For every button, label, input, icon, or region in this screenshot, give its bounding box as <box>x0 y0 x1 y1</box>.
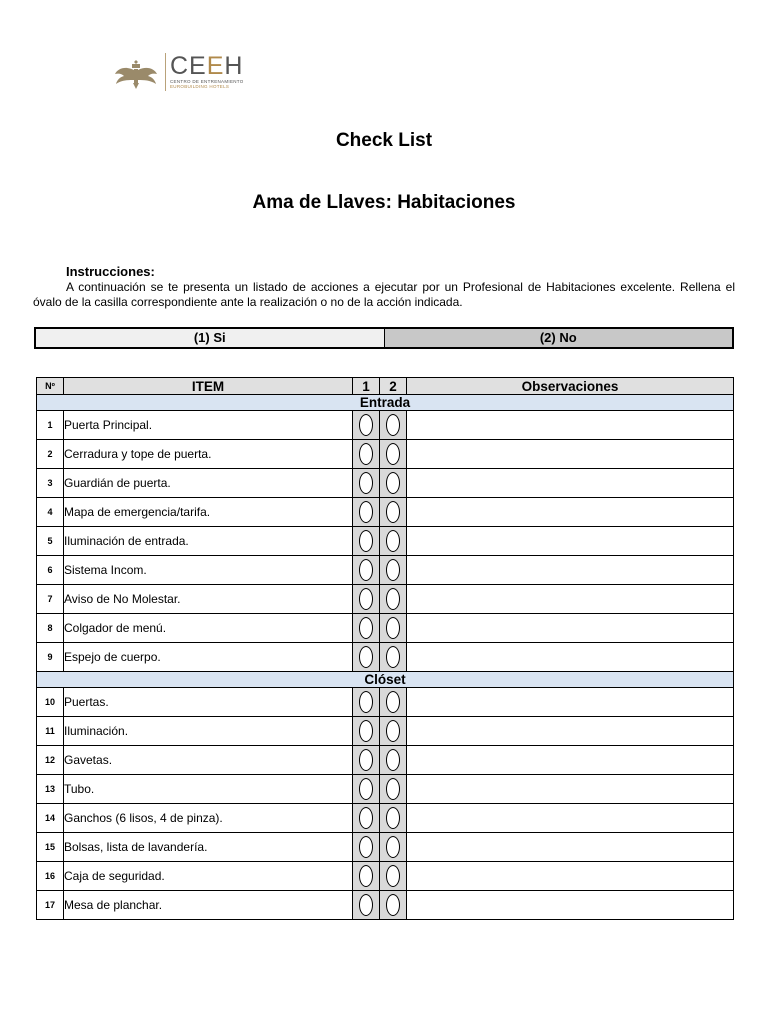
observations-field[interactable] <box>407 862 734 891</box>
option-2-cell <box>380 891 407 920</box>
option-1-oval[interactable] <box>359 807 373 829</box>
option-2-cell <box>380 775 407 804</box>
option-1-cell <box>353 556 380 585</box>
option-2-cell <box>380 862 407 891</box>
item-label: Mesa de planchar. <box>64 891 353 920</box>
option-2-cell <box>380 469 407 498</box>
observations-field[interactable] <box>407 556 734 585</box>
option-2-oval[interactable] <box>386 865 400 887</box>
option-2-oval[interactable] <box>386 414 400 436</box>
option-1-cell <box>353 527 380 556</box>
observations-field[interactable] <box>407 585 734 614</box>
option-1-cell <box>353 643 380 672</box>
option-2-oval[interactable] <box>386 836 400 858</box>
option-2-oval[interactable] <box>386 588 400 610</box>
option-1-cell <box>353 891 380 920</box>
option-2-cell <box>380 717 407 746</box>
option-2-cell <box>380 527 407 556</box>
header-observations: Observaciones <box>407 378 734 395</box>
option-1-oval[interactable] <box>359 778 373 800</box>
item-number: 2 <box>37 440 64 469</box>
item-label: Puerta Principal. <box>64 411 353 440</box>
item-number: 5 <box>37 527 64 556</box>
item-label: Espejo de cuerpo. <box>64 643 353 672</box>
observations-field[interactable] <box>407 643 734 672</box>
option-1-cell <box>353 775 380 804</box>
answer-legend <box>34 327 734 349</box>
option-1-cell <box>353 614 380 643</box>
item-number: 6 <box>37 556 64 585</box>
option-1-oval[interactable] <box>359 443 373 465</box>
option-2-oval[interactable] <box>386 720 400 742</box>
option-2-oval[interactable] <box>386 778 400 800</box>
item-label: Iluminación. <box>64 717 353 746</box>
item-label: Tubo. <box>64 775 353 804</box>
option-1-oval[interactable] <box>359 559 373 581</box>
option-2-oval[interactable] <box>386 894 400 916</box>
logo-divider <box>165 53 166 91</box>
item-label: Cerradura y tope de puerta. <box>64 440 353 469</box>
logo-wordmark: CEEH <box>170 52 244 80</box>
item-label: Ganchos (6 lisos, 4 de pinza). <box>64 804 353 833</box>
option-1-oval[interactable] <box>359 836 373 858</box>
legend-yes: (1) Si <box>36 329 384 347</box>
option-2-cell <box>380 643 407 672</box>
logo-subtitle: CENTRO DE ENTRENAMIENTO <box>170 79 244 84</box>
section-title: Entrada <box>37 395 734 411</box>
observations-field[interactable] <box>407 804 734 833</box>
legend-no: (2) No <box>384 329 733 347</box>
option-1-oval[interactable] <box>359 894 373 916</box>
option-1-cell <box>353 469 380 498</box>
option-2-oval[interactable] <box>386 443 400 465</box>
observations-field[interactable] <box>407 891 734 920</box>
option-1-cell <box>353 833 380 862</box>
item-number: 1 <box>37 411 64 440</box>
observations-field[interactable] <box>407 775 734 804</box>
option-2-oval[interactable] <box>386 807 400 829</box>
table-row <box>37 833 734 862</box>
option-2-cell <box>380 498 407 527</box>
option-2-cell <box>380 688 407 717</box>
page-title: Check List <box>335 130 433 151</box>
option-2-oval[interactable] <box>386 617 400 639</box>
option-1-cell <box>353 804 380 833</box>
header-option-2: 2 <box>380 378 407 395</box>
observations-field[interactable] <box>407 469 734 498</box>
item-number: 12 <box>37 746 64 775</box>
option-2-oval[interactable] <box>386 749 400 771</box>
table-row <box>37 804 734 833</box>
option-2-cell <box>380 585 407 614</box>
option-1-cell <box>353 717 380 746</box>
option-1-cell <box>353 411 380 440</box>
option-2-cell <box>380 411 407 440</box>
option-2-oval[interactable] <box>386 530 400 552</box>
table-header-row <box>37 378 734 395</box>
item-label: Sistema Incom. <box>64 556 353 585</box>
table-row <box>37 556 734 585</box>
item-number: 16 <box>37 862 64 891</box>
option-1-oval[interactable] <box>359 617 373 639</box>
option-1-oval[interactable] <box>359 472 373 494</box>
item-number: 15 <box>37 833 64 862</box>
item-number: 10 <box>37 688 64 717</box>
item-number: 7 <box>37 585 64 614</box>
observations-field[interactable] <box>407 498 734 527</box>
option-2-cell <box>380 833 407 862</box>
item-label: Aviso de No Molestar. <box>64 585 353 614</box>
header-item: ITEM <box>64 378 353 395</box>
eagle-crest-icon <box>114 56 158 90</box>
table-row <box>37 775 734 804</box>
table-row <box>37 411 734 440</box>
instructions <box>33 264 735 310</box>
ceeh-logo <box>114 52 254 92</box>
header-option-1: 1 <box>353 378 380 395</box>
item-label: Puertas. <box>64 688 353 717</box>
section-title: Clóset <box>37 672 734 688</box>
item-number: 14 <box>37 804 64 833</box>
option-1-cell <box>353 585 380 614</box>
observations-field[interactable] <box>407 717 734 746</box>
option-1-oval[interactable] <box>359 720 373 742</box>
section-row <box>37 672 734 688</box>
item-number: 13 <box>37 775 64 804</box>
table-row <box>37 862 734 891</box>
instructions-heading: Instrucciones: <box>66 264 155 279</box>
option-1-oval[interactable] <box>359 501 373 523</box>
table-row <box>37 891 734 920</box>
section-row <box>37 395 734 411</box>
option-2-cell <box>380 804 407 833</box>
item-number: 17 <box>37 891 64 920</box>
item-number: 11 <box>37 717 64 746</box>
option-2-cell <box>380 614 407 643</box>
item-number: 8 <box>37 614 64 643</box>
item-label: Mapa de emergencia/tarifa. <box>64 498 353 527</box>
item-number: 4 <box>37 498 64 527</box>
observations-field[interactable] <box>407 833 734 862</box>
option-1-cell <box>353 862 380 891</box>
option-1-oval[interactable] <box>359 646 373 668</box>
option-2-cell <box>380 556 407 585</box>
option-2-oval[interactable] <box>386 646 400 668</box>
option-1-oval[interactable] <box>359 749 373 771</box>
option-1-oval[interactable] <box>359 530 373 552</box>
table-row <box>37 527 734 556</box>
option-2-oval[interactable] <box>386 501 400 523</box>
table-row <box>37 498 734 527</box>
table-row <box>37 688 734 717</box>
observations-field[interactable] <box>407 527 734 556</box>
item-label: Gavetas. <box>64 746 353 775</box>
option-2-oval[interactable] <box>386 691 400 713</box>
observations-field[interactable] <box>407 688 734 717</box>
item-number: 9 <box>37 643 64 672</box>
option-1-oval[interactable] <box>359 865 373 887</box>
table-row <box>37 717 734 746</box>
checklist-table <box>36 377 734 920</box>
option-2-oval[interactable] <box>386 472 400 494</box>
option-2-cell <box>380 746 407 775</box>
item-label: Iluminación de entrada. <box>64 527 353 556</box>
table-row <box>37 440 734 469</box>
option-1-cell <box>353 498 380 527</box>
option-1-cell <box>353 746 380 775</box>
table-row <box>37 585 734 614</box>
item-label: Bolsas, lista de lavandería. <box>64 833 353 862</box>
option-1-cell <box>353 688 380 717</box>
observations-field[interactable] <box>407 746 734 775</box>
instructions-body: A continuación se te presenta un listado de acciones a ejecutar por un Profesional de Habitaciones excelente. Rellena el óvalo de la casilla correspondiente ante la realización o no de la acción indicada. <box>33 280 735 309</box>
table-row <box>37 643 734 672</box>
observations-field[interactable] <box>407 440 734 469</box>
logo-subtitle-hotels: EUROBUILDING HOTELS <box>170 84 230 89</box>
observations-field[interactable] <box>407 614 734 643</box>
page-subtitle: Ama de Llaves: Habitaciones <box>252 192 516 213</box>
item-label: Guardián de puerta. <box>64 469 353 498</box>
item-label: Caja de seguridad. <box>64 862 353 891</box>
observations-field[interactable] <box>407 411 734 440</box>
table-row <box>37 614 734 643</box>
option-1-oval[interactable] <box>359 414 373 436</box>
item-label: Colgador de menú. <box>64 614 353 643</box>
item-number: 3 <box>37 469 64 498</box>
option-1-oval[interactable] <box>359 588 373 610</box>
table-row <box>37 469 734 498</box>
option-2-oval[interactable] <box>386 559 400 581</box>
option-1-oval[interactable] <box>359 691 373 713</box>
option-1-cell <box>353 440 380 469</box>
header-number: Nº <box>37 378 64 395</box>
table-row <box>37 746 734 775</box>
option-2-cell <box>380 440 407 469</box>
